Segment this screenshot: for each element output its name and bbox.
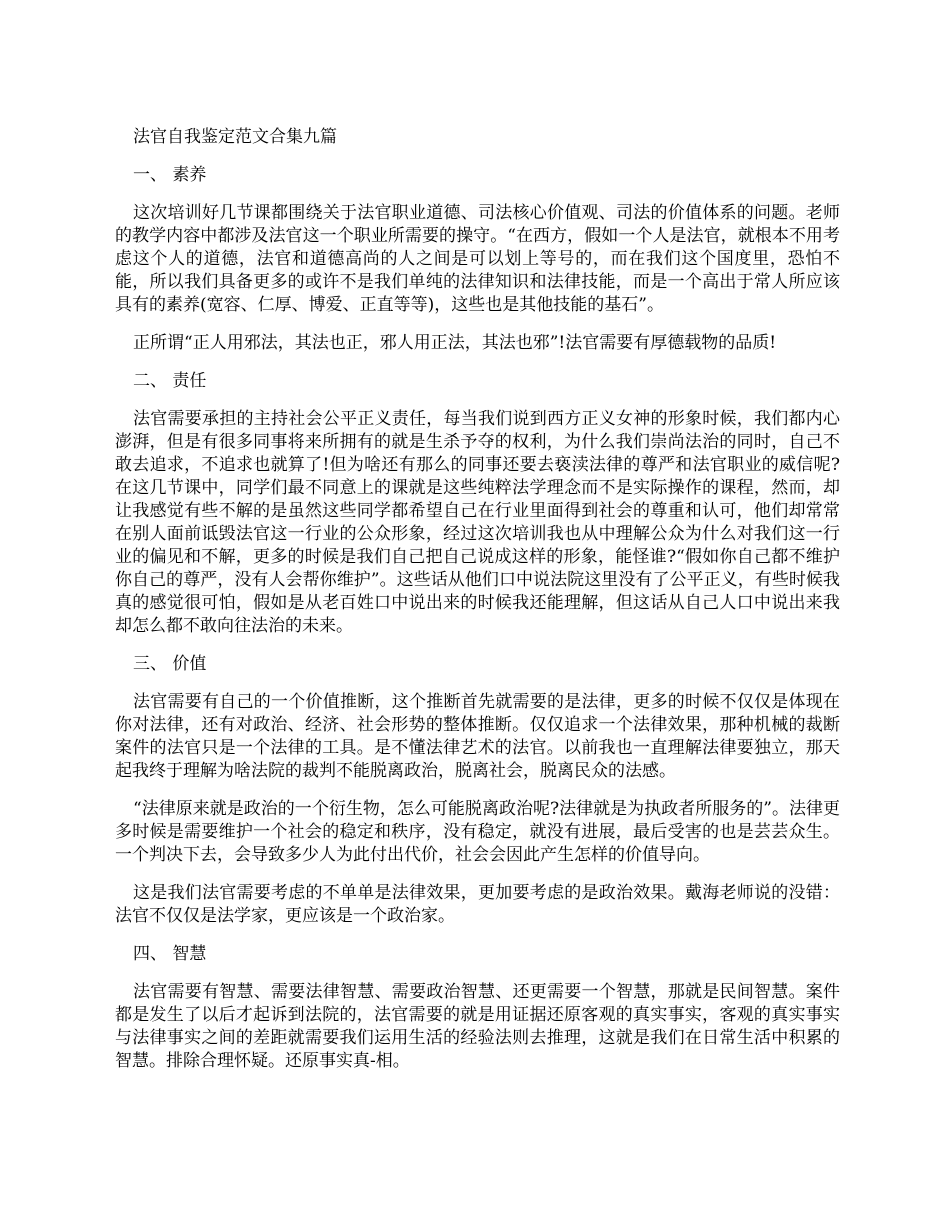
paragraph: 法官需要承担的主持社会公平正义责任，每当我们说到西方正义女神的形象时候，我们都内心澎湃，但是有很多同事将来所拥有的就是生杀予夺的权利，为什么我们崇尚法治的同时，自己不敢去追求，不追求也就算了!但为啥还有那么的同事还要去亵渎法律的尊严和法官职业的威信呢?在这几节课中，同学们最不同意上的课就是这些纯粹法学理念而不是实际操作的课程，然而，却让我感觉有些不解的是虽然这些同学都希望自己在行业里面得到社会的尊重和认可，他们却常常在别人面前诋毁法官这一行业的公众形象，经过这次培训我也从中理解公众为什么对我们这一行业的偏见和不解，更多的时候是我们自己把自己说成这样的形象，能怪谁?“假如你自己都不维护你自己的尊严，没有人会帮你维护”。这些话从他们口中说法院这里没有了公平正义，有些时候我真的感觉很可怕，假如是从老百姓口中说出来的时候我还能理解，但这话从自己人口中说出来我却怎么都不敢向往法治的未来。 (115, 409, 840, 636)
paragraph: “法律原来就是政治的一个衍生物，怎么可能脱离政治呢?法律就是为执政者所服务的”。法律更多时候是需要维护一个社会的稳定和秩序，没有稳定，就没有进展，最后受害的也是芸芸众生。一个判决下去，会导致多少人为此付出代价，社会会因此产生怎样的价值导向。 (115, 799, 840, 865)
section-heading-4: 四、 智慧 (133, 944, 207, 964)
paragraph: 这是我们法官需要考虑的不单单是法律效果，更加要考虑的是政治效果。戴海老师说的没错：法官不仅仅是法学家，更应该是一个政治家。 (115, 883, 840, 926)
paragraph: 这次培训好几节课都围绕关于法官职业道德、司法核心价值观、司法的价值体系的问题。老师的教学内容中都涉及法官这一个职业所需要的操守。“在西方，假如一个人是法官，就根本不用考虑这个人的道德，法官和道德高尚的人之间是可以划上等号的，而在我们这个国度里，恐怕不能，所以我们具备更多的或许不是我们单纯的法律知识和法律技能，而是一个高出于常人所应该具有的素养(宽容、仁厚、博爱、正直等等)，这些也是其他技能的基石”。 (115, 203, 840, 315)
section-heading-1: 一、 素养 (133, 165, 207, 185)
paragraph: 法官需要有自己的一个价值推断，这个推断首先就需要的是法律，更多的时候不仅仅是体现在你对法律，还有对政治、经济、社会形势的整体推断。仅仅追求一个法律效果，那种机械的裁断案件的法官只是一个法律的工具。是不懂法律艺术的法官。以前我也一直理解法律要独立，那天起我终于理解为啥法院的裁判不能脱离政治，脱离社会，脱离民众的法感。 (115, 692, 840, 781)
paragraph: 正所谓“正人用邪法，其法也正，邪人用正法，其法也邪”!法官需要有厚德载物的品质! (133, 333, 777, 353)
paragraph: 法官需要有智慧、需要法律智慧、需要政治智慧、还更需要一个智慧，那就是民间智慧。案件都是发生了以后才起诉到法院的，法官需要的就是用证据还原客观的真实事实，客观的真实事实与法律事实之间的差距就需要我们运用生活的经验法则去推理，这就是我们在日常生活中积累的智慧。排除合理怀疑。还原事实真-相。 (115, 982, 840, 1071)
document-title: 法官自我鉴定范文合集九篇 (133, 127, 337, 147)
section-heading-3: 三、 价值 (133, 654, 207, 674)
document-page (115, 118, 840, 1073)
section-heading-2: 二、 责任 (133, 371, 207, 391)
